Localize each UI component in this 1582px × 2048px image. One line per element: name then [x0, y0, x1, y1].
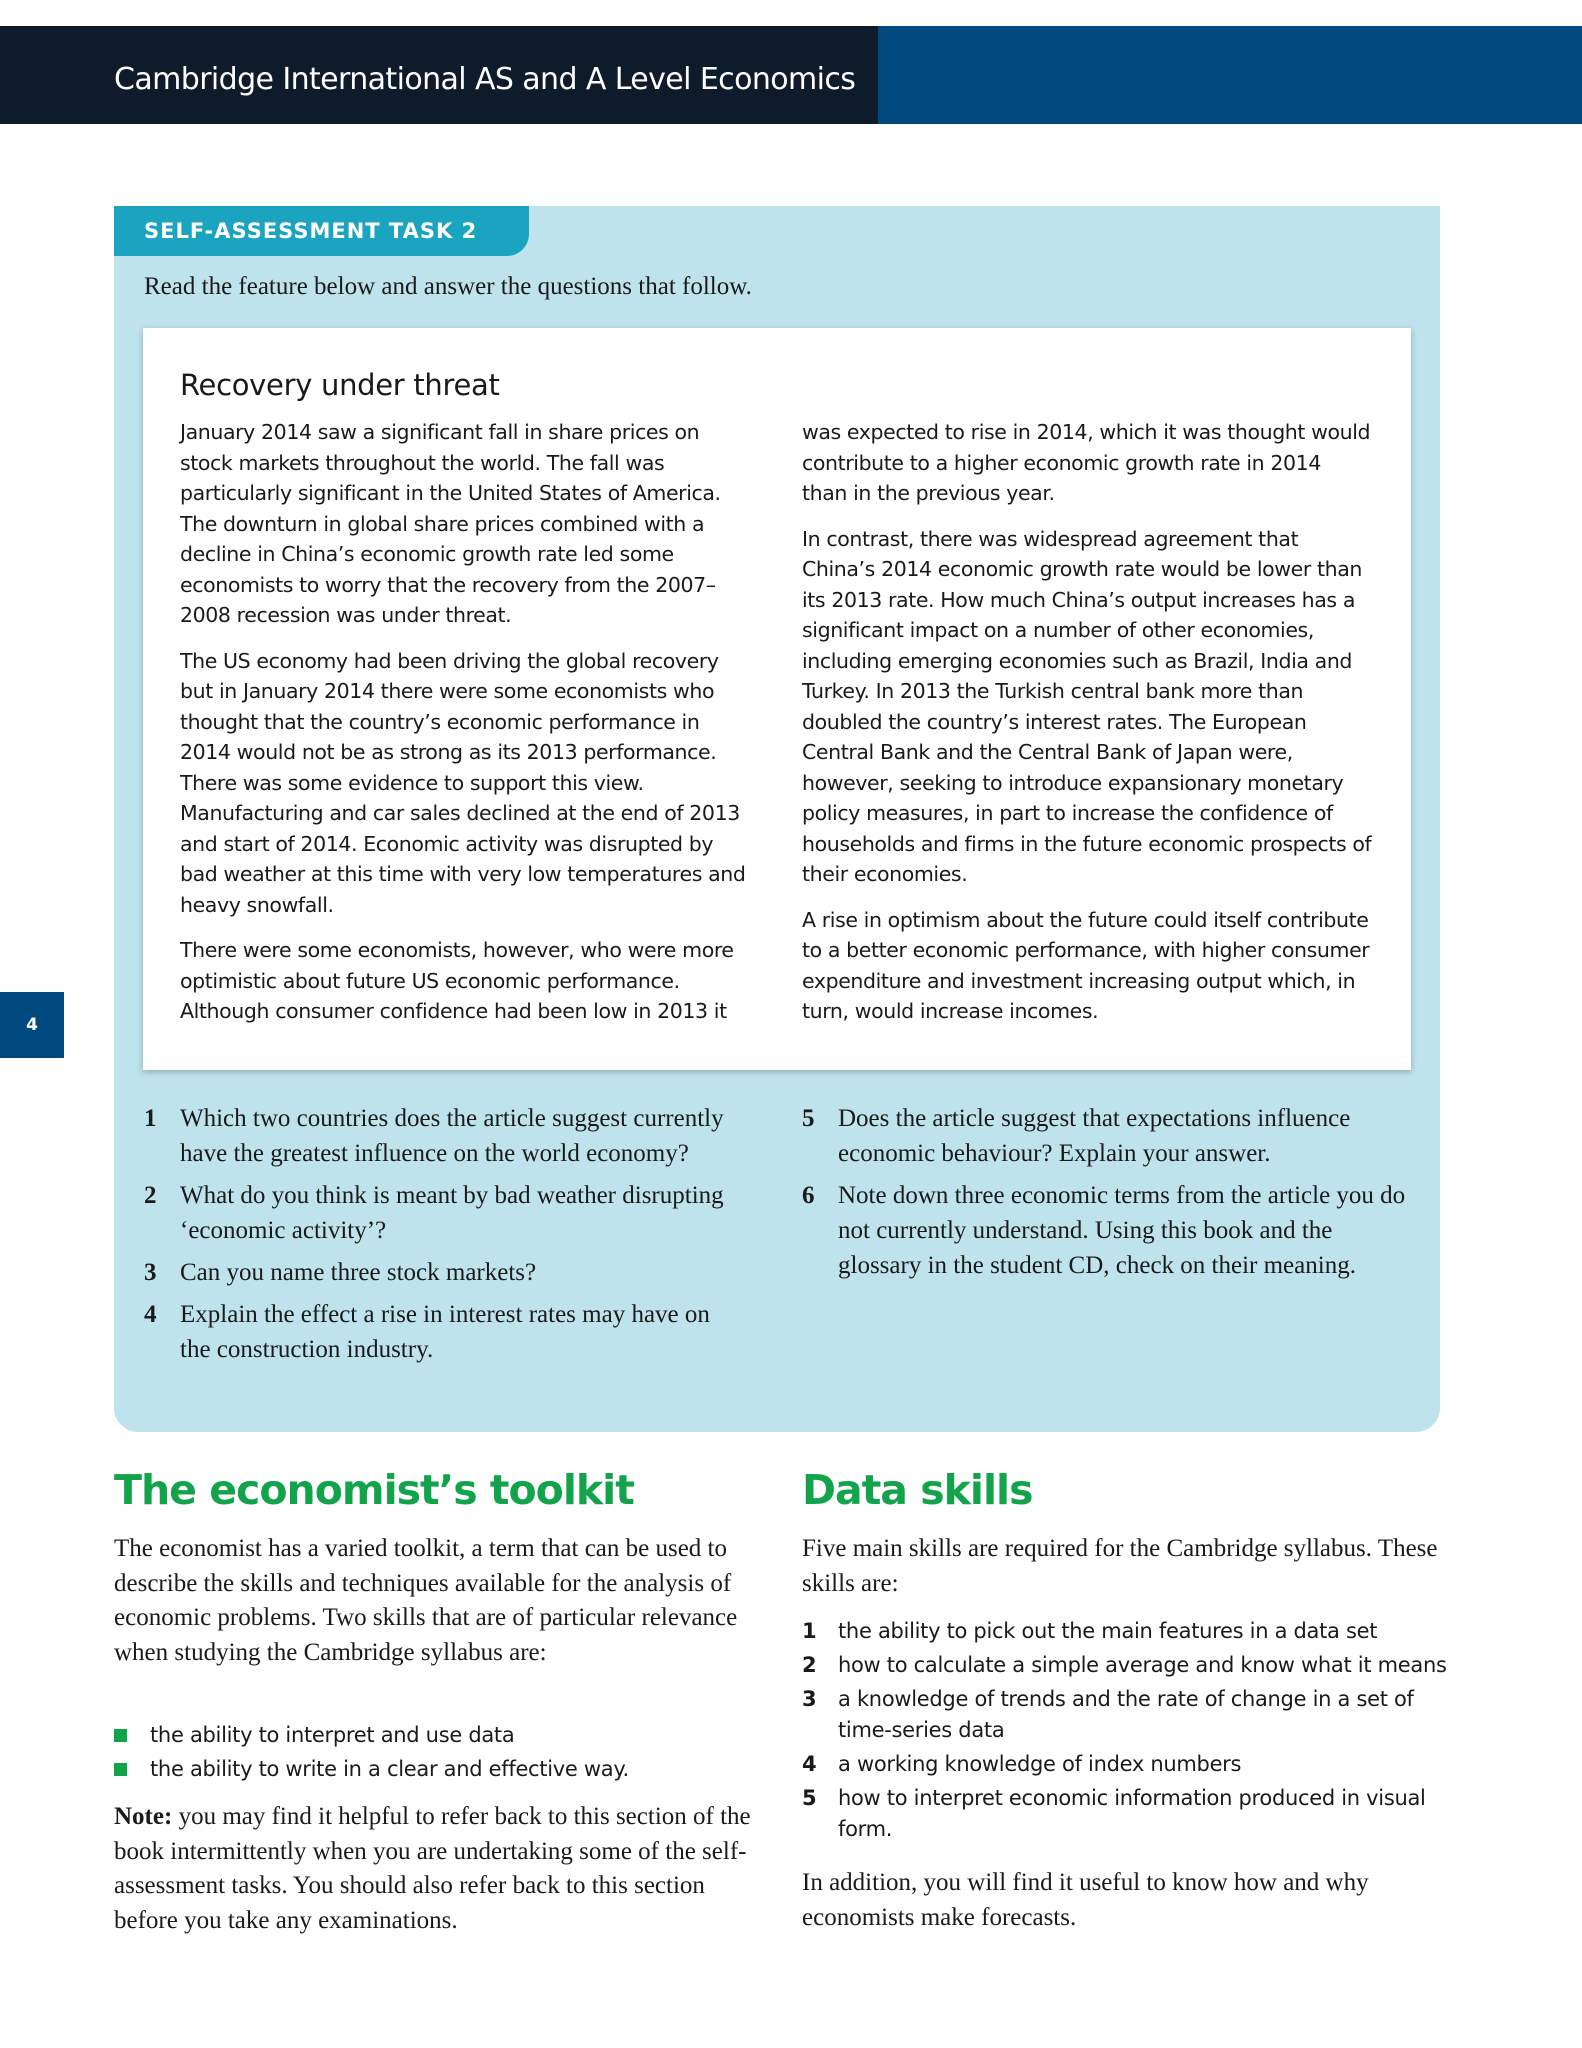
note-text: you may find it helpful to refer back to this section of the book intermittently when you are undertaking some of the self-assessment tasks. You should also refer back to this section before you take any examinations. — [114, 1803, 751, 1934]
book-title: Cambridge International AS and A Level Economics — [114, 62, 856, 97]
questions-right — [802, 1101, 1412, 1290]
question-text: Which two countries does the article suggest currently have the greatest influence on the world economy? — [180, 1105, 724, 1167]
question-number: 3 — [144, 1259, 157, 1286]
list-item — [802, 1650, 1452, 1681]
skill-number: 2 — [802, 1653, 817, 1677]
skill-number: 5 — [802, 1786, 817, 1810]
article-paragraph: A rise in optimism about the future could itself contribute to a better economic performance, with higher consumer expenditure and investment increasing output which, in turn, would increase incomes. — [802, 907, 1370, 1023]
article-right-column — [802, 417, 1372, 1042]
question-item — [144, 1255, 734, 1290]
article-paragraph: In contrast, there was widespread agreement that China’s 2014 economic growth rate would be lower than its 2013 rate. How much China’s output increases has a significant impact on a number of other economies, including emerging economies such as Brazil, India and Turkey. In 2013 the Turkish central bank more than doubled the country’s interest rates. The European Central Bank and the Central Bank of Japan were, however, seeking to introduce expansionary monetary policy measures, in part to increase the confidence of households and firms in the future economic prospects of their economies. — [802, 526, 1372, 886]
bullet-text: the ability to interpret and use data — [150, 1723, 515, 1747]
square-bullet-icon — [114, 1763, 127, 1776]
list-item — [802, 1749, 1452, 1780]
skill-text: how to interpret economic information produced in visual form. — [838, 1786, 1426, 1841]
article-paragraph: January 2014 saw a significant fall in share prices on stock markets throughout the world. The fall was particularly significant in the United States of America. The downturn in global share prices combined with a decline in China’s economic growth rate led some economists to worry that the recovery from the 2007–2008 recession was under threat. — [180, 420, 721, 627]
question-item — [802, 1178, 1412, 1283]
data-skills-intro: Five main skills are required for the Cambridge syllabus. These skills are: — [802, 1535, 1438, 1597]
question-item — [144, 1178, 734, 1248]
question-text: Can you name three stock markets? — [180, 1259, 537, 1286]
task-instruction: Read the feature below and answer the questions that follow. — [144, 273, 752, 300]
question-text: Does the article suggest that expectations influence economic behaviour? Explain your answer. — [838, 1105, 1351, 1167]
question-number: 1 — [144, 1105, 157, 1132]
toolkit-intro: The economist has a varied toolkit, a term that can be used to describe the skills and techniques available for the analysis of economic problems. Two skills that are of particular relevance when studying the Cambridge syllabus are: — [114, 1535, 738, 1666]
skill-text: how to calculate a simple average and know what it means — [838, 1653, 1447, 1677]
toolkit-bullet-list — [114, 1718, 764, 1786]
article-paragraph: was expected to rise in 2014, which it was thought would contribute to a higher economic growth rate in 2014 than in the previous year. — [802, 420, 1371, 505]
question-item — [144, 1101, 734, 1171]
question-number: 6 — [802, 1182, 815, 1209]
skill-text: the ability to pick out the main features in a data set — [838, 1619, 1378, 1643]
question-number: 4 — [144, 1301, 157, 1328]
question-text: Note down three economic terms from the article you do not currently understand. Using this book and the glossary in the student CD, check on their meaning. — [838, 1182, 1406, 1279]
article-paragraph: The US economy had been driving the global recovery but in January 2014 there were some economists who thought that the country’s economic performance in 2014 would not be as strong as its 2013 performance. There was some evidence to support this view. Manufacturing and car sales declined at the end of 2013 and start of 2014. Economic activity was disrupted by bad weather at this time with very low temperatures and heavy snowfall. — [180, 648, 746, 917]
article-left-column — [180, 417, 750, 1042]
list-item — [802, 1783, 1452, 1845]
list-item — [114, 1718, 764, 1752]
data-skills-list — [802, 1616, 1452, 1848]
data-skills-heading: Data skills — [802, 1466, 1033, 1514]
question-item — [802, 1101, 1412, 1171]
question-number: 2 — [144, 1182, 157, 1209]
data-skills-closing: In addition, you will find it useful to know how and why economists make forecasts. — [802, 1869, 1369, 1931]
question-text: Explain the effect a rise in interest rates may have on the construction industry. — [180, 1301, 710, 1363]
note-label: Note: — [114, 1803, 173, 1830]
list-item — [802, 1616, 1452, 1647]
toolkit-note — [114, 1800, 774, 1938]
question-item — [144, 1297, 734, 1367]
skill-text: a working knowledge of index numbers — [838, 1752, 1242, 1776]
skill-number: 1 — [802, 1619, 817, 1643]
list-item — [114, 1752, 764, 1786]
page-number: 4 — [0, 992, 64, 1058]
skill-text: a knowledge of trends and the rate of change in a set of time-series data — [838, 1687, 1414, 1742]
task-label: SELF-ASSESSMENT TASK 2 — [114, 206, 529, 256]
skill-number: 3 — [802, 1687, 817, 1711]
bullet-text: the ability to write in a clear and effective way. — [150, 1757, 629, 1781]
header-accent-bar — [878, 26, 1582, 124]
toolkit-heading: The economist’s toolkit — [114, 1466, 634, 1514]
question-text: What do you think is meant by bad weather disrupting ‘economic activity’? — [180, 1182, 724, 1244]
square-bullet-icon — [114, 1729, 127, 1742]
article-title: Recovery under threat — [180, 368, 500, 402]
question-number: 5 — [802, 1105, 815, 1132]
article-paragraph: There were some economists, however, who were more optimistic about future US economic performance. Although consumer confidence had been low in 2013 it — [180, 938, 734, 1023]
questions-left — [144, 1101, 734, 1374]
list-item — [802, 1684, 1452, 1746]
skill-number: 4 — [802, 1752, 817, 1776]
